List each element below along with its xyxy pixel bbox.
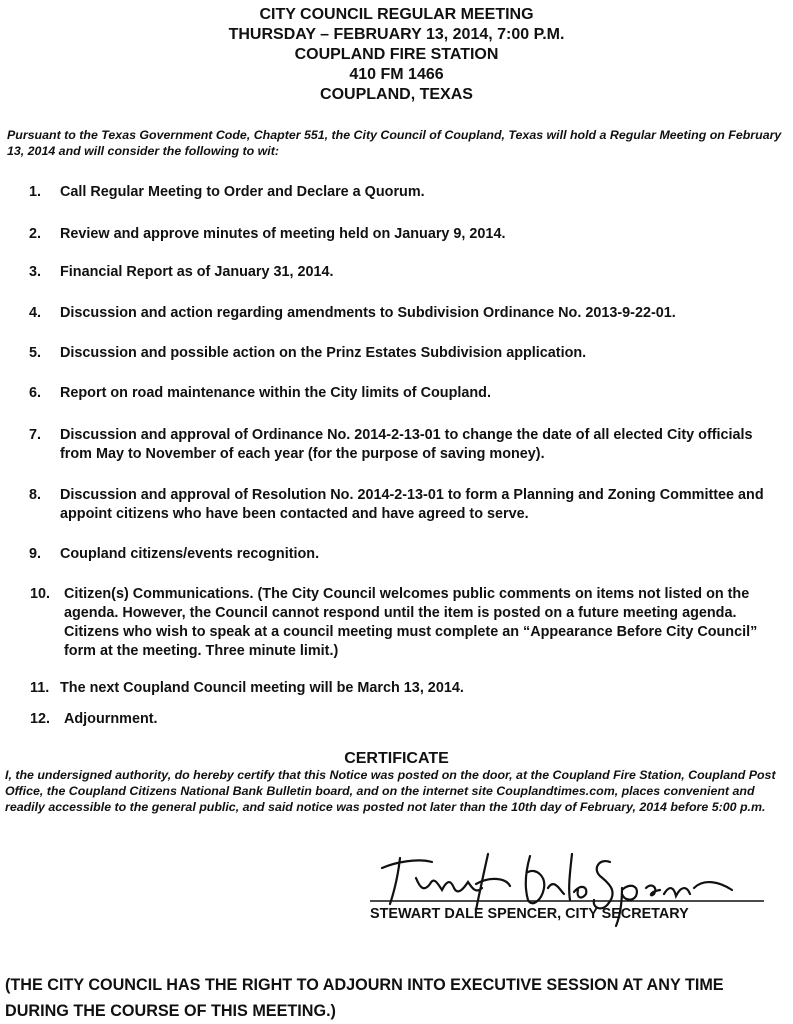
header-city: COUPLAND, TEXAS [320, 86, 473, 103]
agenda-item-text: Review and approve minutes of meeting held on January 9, 2014. [60, 226, 506, 242]
agenda-item-text: Report on road maintenance within the City limits of Coupland. [60, 385, 491, 401]
agenda-item-text: Discussion and approval of Resolution No. 2014-2-13-01 to form a Planning and Zoning Committee and appoint citizens who have been contacted and have agreed to serve. [60, 487, 764, 522]
agenda-item-number: 1. [29, 184, 42, 200]
header-title: CITY COUNCIL REGULAR MEETING [259, 6, 534, 23]
agenda-item-text: Citizen(s) Communications. (The City Council welcomes public comments on items not listed on the agenda. However, the Council cannot respond until the item is posted on a future meeting agenda. Citizens who wish to speak at a council meeting must complete an “Appearance Before City Council” form at the meeting. Three minute limit.) [64, 586, 758, 659]
intro-paragraph: Pursuant to the Texas Government Code, Chapter 551, the City Council of Coupland, Texas will hold a Regular Meeting on February 13, 2014 and will consider the following to wit: [7, 128, 782, 158]
agenda-item-number: 8. [29, 487, 42, 503]
agenda-item-text: Call Regular Meeting to Order and Declare a Quorum. [60, 184, 425, 200]
agenda-item-number: 2. [29, 226, 42, 242]
agenda-item-number: 12. [30, 711, 51, 727]
agenda-item-text: The next Coupland Council meeting will be March 13, 2014. [60, 680, 464, 696]
agenda-item-number: 9. [29, 546, 42, 562]
agenda-item-number: 4. [29, 305, 42, 321]
agenda-item-number: 3. [29, 264, 42, 280]
agenda-item-text: Coupland citizens/events recognition. [60, 546, 320, 562]
agenda-item-text: Financial Report as of January 31, 2014. [60, 264, 334, 280]
certificate-title: CERTIFICATE [344, 750, 449, 767]
agenda-item-text: Adjournment. [64, 711, 158, 727]
header-venue: COUPLAND FIRE STATION [294, 46, 499, 63]
agenda-item-text: Discussion and possible action on the Prinz Estates Subdivision application. [60, 345, 587, 361]
agenda-item-text: Discussion and approval of Ordinance No. 2014-2-13-01 to change the date of all elected City officials from May to November of each year (for the purpose of saving money). [60, 427, 753, 462]
agenda-item-text: Discussion and action regarding amendments to Subdivision Ordinance No. 2013-9-22-01. [60, 305, 676, 321]
certificate-body: I, the undersigned authority, do hereby certify that this Notice was posted on the door, at the Coupland Fire Station, Coupland Post Office, the Coupland Citizens National Bank Bulletin board, and on the internet site Couplandtimes.com, places convenient and readily accessible to the general public, and said notice was posted not later than the 10th day of February, 2014 before 5:00 p.m. [5, 768, 776, 814]
agenda-item-number: 11. [30, 680, 50, 696]
agenda-item-number: 7. [29, 427, 42, 443]
header-address: 410 FM 1466 [349, 66, 444, 83]
signer-name-title: STEWART DALE SPENCER, CITY SECRETARY [370, 906, 689, 922]
document-header [0, 5, 793, 105]
header-date: THURSDAY – FEBRUARY 13, 2014, 7:00 P.M. [228, 26, 565, 43]
agenda-item-number: 6. [29, 385, 42, 401]
agenda-item-number: 5. [29, 345, 42, 361]
executive-session-notice: (THE CITY COUNCIL HAS THE RIGHT TO ADJOURN INTO EXECUTIVE SESSION AT ANY TIME DURING THE COURSE OF THIS MEETING.) [5, 976, 724, 1020]
agenda-item-number: 10. [30, 586, 51, 602]
